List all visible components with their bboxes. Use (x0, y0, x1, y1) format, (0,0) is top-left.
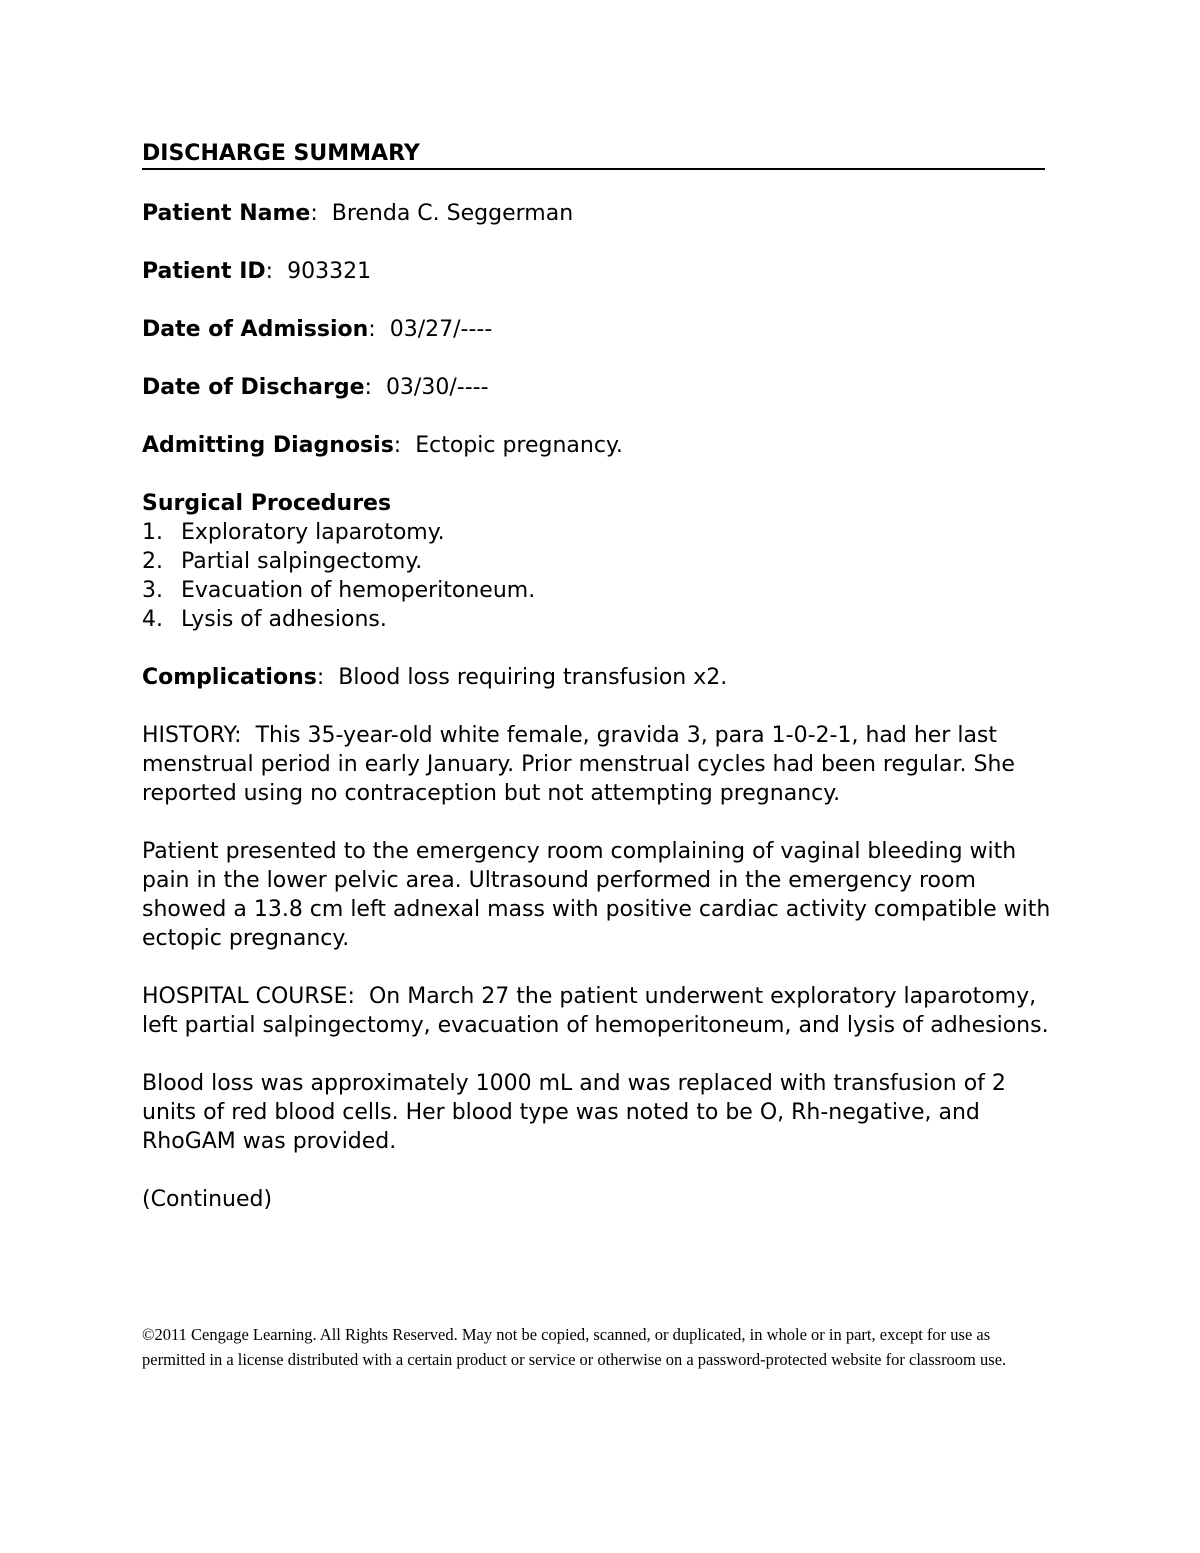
hospital-course-text: On March 27 the patient underwent exploratory laparotomy, left partial salpingectomy, evacuation of hemoperitoneum, and lysis of adhesions. (142, 984, 1049, 1038)
field-separator: : (316, 665, 325, 690)
field-label: Patient Name (142, 201, 311, 226)
field-value: 03/30/---- (385, 375, 489, 400)
discharge-summary-page (142, 140, 1057, 1214)
field-value: 03/27/---- (389, 317, 493, 342)
hospital-course-paragraph (142, 982, 1057, 1040)
patient-name-field (142, 199, 1057, 228)
field-value: 903321 (287, 259, 372, 284)
field-separator: : (364, 375, 372, 400)
patient-id-field (142, 257, 1057, 286)
list-item-number: 2. (142, 549, 163, 574)
hospital-course-lead: HOSPITAL COURSE: (142, 984, 355, 1009)
field-value: Brenda C. Seggerman (331, 201, 574, 226)
continued-note: (Continued) (142, 1187, 273, 1212)
field-separator: : (393, 433, 402, 458)
field-label: Date of Discharge (142, 375, 365, 400)
field-label: Patient ID (142, 259, 266, 284)
field-label: Admitting Diagnosis (142, 433, 394, 458)
surgical-procedures-list (142, 518, 1057, 634)
list-item-text: Partial salpingectomy. (181, 549, 423, 574)
history-text: This 35-year-old white female, gravida 3, para 1-0-2-1, had her last menstrual period in early January. Prior menstrual cycles had been regular. She reported using no contraception but not attempting pregnancy. (142, 723, 1015, 806)
field-label: Date of Admission (142, 317, 369, 342)
field-separator: : (368, 317, 376, 342)
list-item (142, 547, 1057, 576)
date-of-discharge-field (142, 373, 1057, 402)
history-paragraph (142, 721, 1057, 808)
field-separator: : (310, 201, 318, 226)
surgical-procedures-heading: Surgical Procedures (142, 491, 392, 516)
presentation-paragraph: Patient presented to the emergency room complaining of vaginal bleeding with pain in the lower pelvic area. Ultrasound performed in the emergency room showed a 13.8 cm left adnexal mass with positive cardiac activity compatible with ectopic pregnancy. (142, 839, 1051, 951)
field-value: Ectopic pregnancy. (415, 433, 623, 458)
list-item-text: Evacuation of hemoperitoneum. (181, 578, 536, 603)
list-item (142, 576, 1057, 605)
list-item-number: 4. (142, 607, 163, 632)
list-item-number: 1. (142, 520, 163, 545)
list-item-text: Lysis of adhesions. (181, 607, 387, 632)
field-label: Complications (142, 665, 317, 690)
date-of-admission-field (142, 315, 1057, 344)
list-item-number: 3. (142, 578, 163, 603)
list-item (142, 518, 1057, 547)
list-item (142, 605, 1057, 634)
field-separator: : (265, 259, 274, 284)
field-value: Blood loss requiring transfusion x2. (338, 665, 728, 690)
admitting-diagnosis-field (142, 431, 1057, 460)
document-title: DISCHARGE SUMMARY (142, 140, 1045, 170)
list-item-text: Exploratory laparotomy. (181, 520, 445, 545)
history-lead: HISTORY: (142, 723, 242, 748)
blood-loss-paragraph: Blood loss was approximately 1000 mL and was replaced with transfusion of 2 units of red blood cells. Her blood type was noted to be O, Rh-negative, and RhoGAM was provided. (142, 1071, 1006, 1154)
complications-field (142, 663, 1057, 692)
copyright-footer: ©2011 Cengage Learning. All Rights Reserved. May not be copied, scanned, or duplicated, in whole or in part, except for use as permitted in a license distributed with a certain product or service or otherwise on a password-protected website for classroom use. (142, 1325, 1007, 1369)
